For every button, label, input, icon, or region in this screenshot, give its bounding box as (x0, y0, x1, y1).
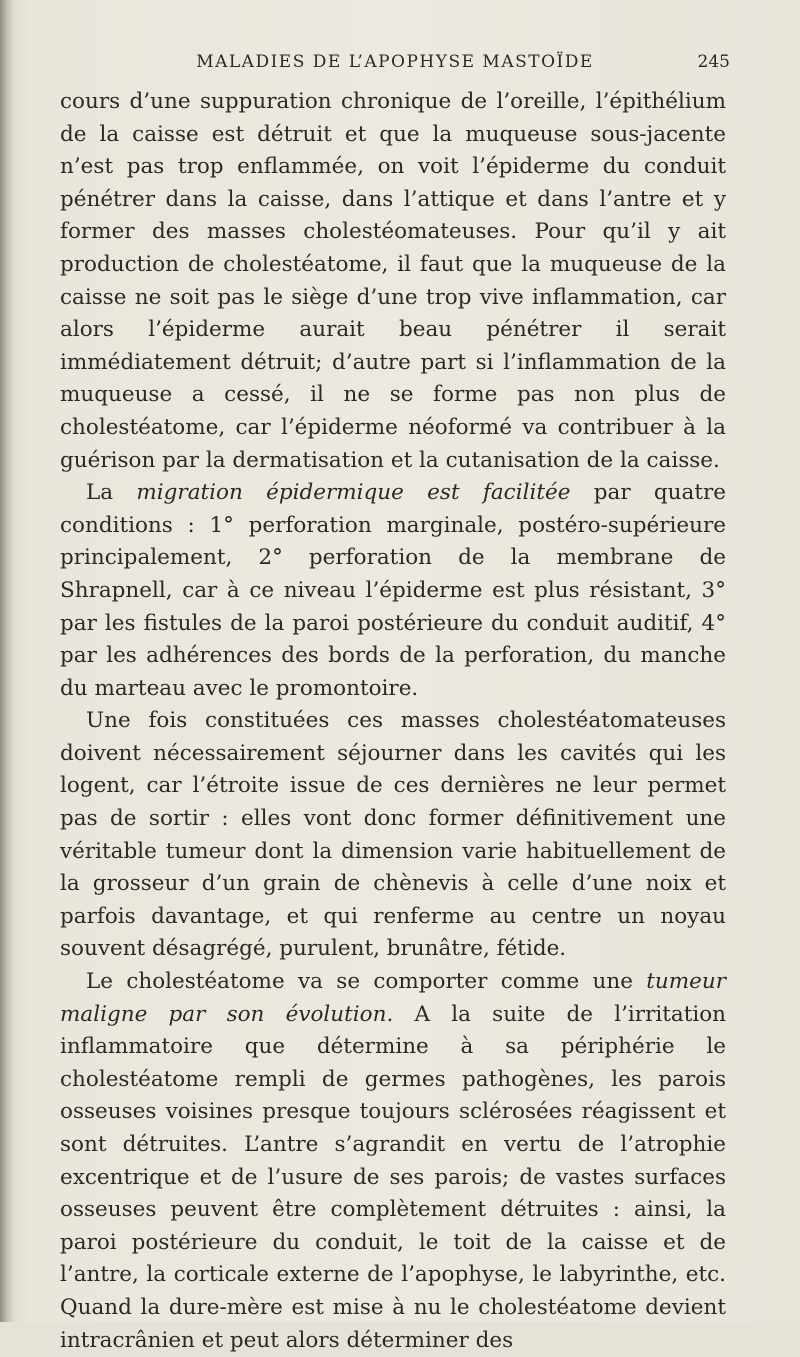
paragraph-3 (60, 705, 726, 966)
paragraph-4-lead: Le cholestéatome va se comporter comme une (86, 969, 647, 995)
paragraph-2 (60, 477, 726, 705)
paragraph-1-text: cours d’une suppuration chronique de l’oreille, l’épithélium de la caisse est détruit et que la muqueuse sous-jacente n’est pas trop enflammée, on voit l’épiderme du conduit pénétrer dans la caisse, dans l’attique et dans l’antre et y former des masses cholestéomateuses. Pour qu’il y ait production de cholestéatome, il faut que la muqueuse de la caisse ne soit pas le siège d’une trop vive inflammation, car alors l’épiderme aurait beau pénétrer il serait immédiatement détruit; d’autre part si l’inflammation de la muqueuse a cessé, il ne se forme pas non plus de cholestéatome, car l’épiderme néoformé va contribuer à la guérison par la dermatisation et la cutanisation de la caisse. (60, 89, 726, 473)
page-gutter-shadow (0, 0, 14, 1322)
paragraph-4-rest: A la suite de l’irritation inflammatoire que détermine à sa périphérie le cholestéatome rempli de germes pathogènes, les parois osseuses voisines presque toujours sclérosées réagissent et sont détruites. L’antre s’agrandit en vertu de l’atrophie excentrique et de l’usure de ses parois; de vastes surfaces osseuses peuvent être complètement détruites : ainsi, la paroi postérieure du conduit, le toit de la caisse et de l’antre, la corticale externe de l’apophyse, le labyrinthe, etc. Quand la dure-mère est mise à nu le cholestéatome devient intracrânien et peut alors déterminer des (60, 1001, 726, 1353)
paragraph-4 (60, 966, 726, 1357)
page-header (60, 52, 730, 82)
page-number: 245 (697, 52, 730, 72)
paragraph-2-rest: par quatre conditions : 1° perforation marginale, postéro-supérieure principalement, 2° perforation de la membrane de Shrapnell, car à ce niveau l’épiderme est plus résistant, 3° par les fistules de la paroi postérieure du conduit auditif, 4° par les adhérences des bords de la perforation, du manche du marteau avec le promontoire. (60, 480, 726, 701)
paragraph-2-lead: La (86, 480, 137, 506)
paragraph-3-text: Une fois constituées ces masses cholestéatomateuses doivent nécessairement séjourner dans les cavités qui les logent, car l’étroite issue de ces dernières ne leur permet pas de sortir : elles vont donc former définitivement une véritable tumeur dont la dimension varie habituellement de la grosseur d’un grain de chènevis à celle d’une noix et parfois davantage, et qui renferme au centre un noyau souvent désagrégé, purulent, brunâtre, fétide. (60, 708, 726, 962)
paragraph-4-italic: tumeur maligne par son évolution. (60, 969, 726, 1027)
paragraph-2-italic: migration épidermique est facilitée (136, 480, 571, 506)
body-text (60, 86, 726, 1357)
paragraph-1 (60, 86, 726, 477)
running-title: MALADIES DE L’APOPHYSE MASTOÏDE (196, 52, 594, 72)
